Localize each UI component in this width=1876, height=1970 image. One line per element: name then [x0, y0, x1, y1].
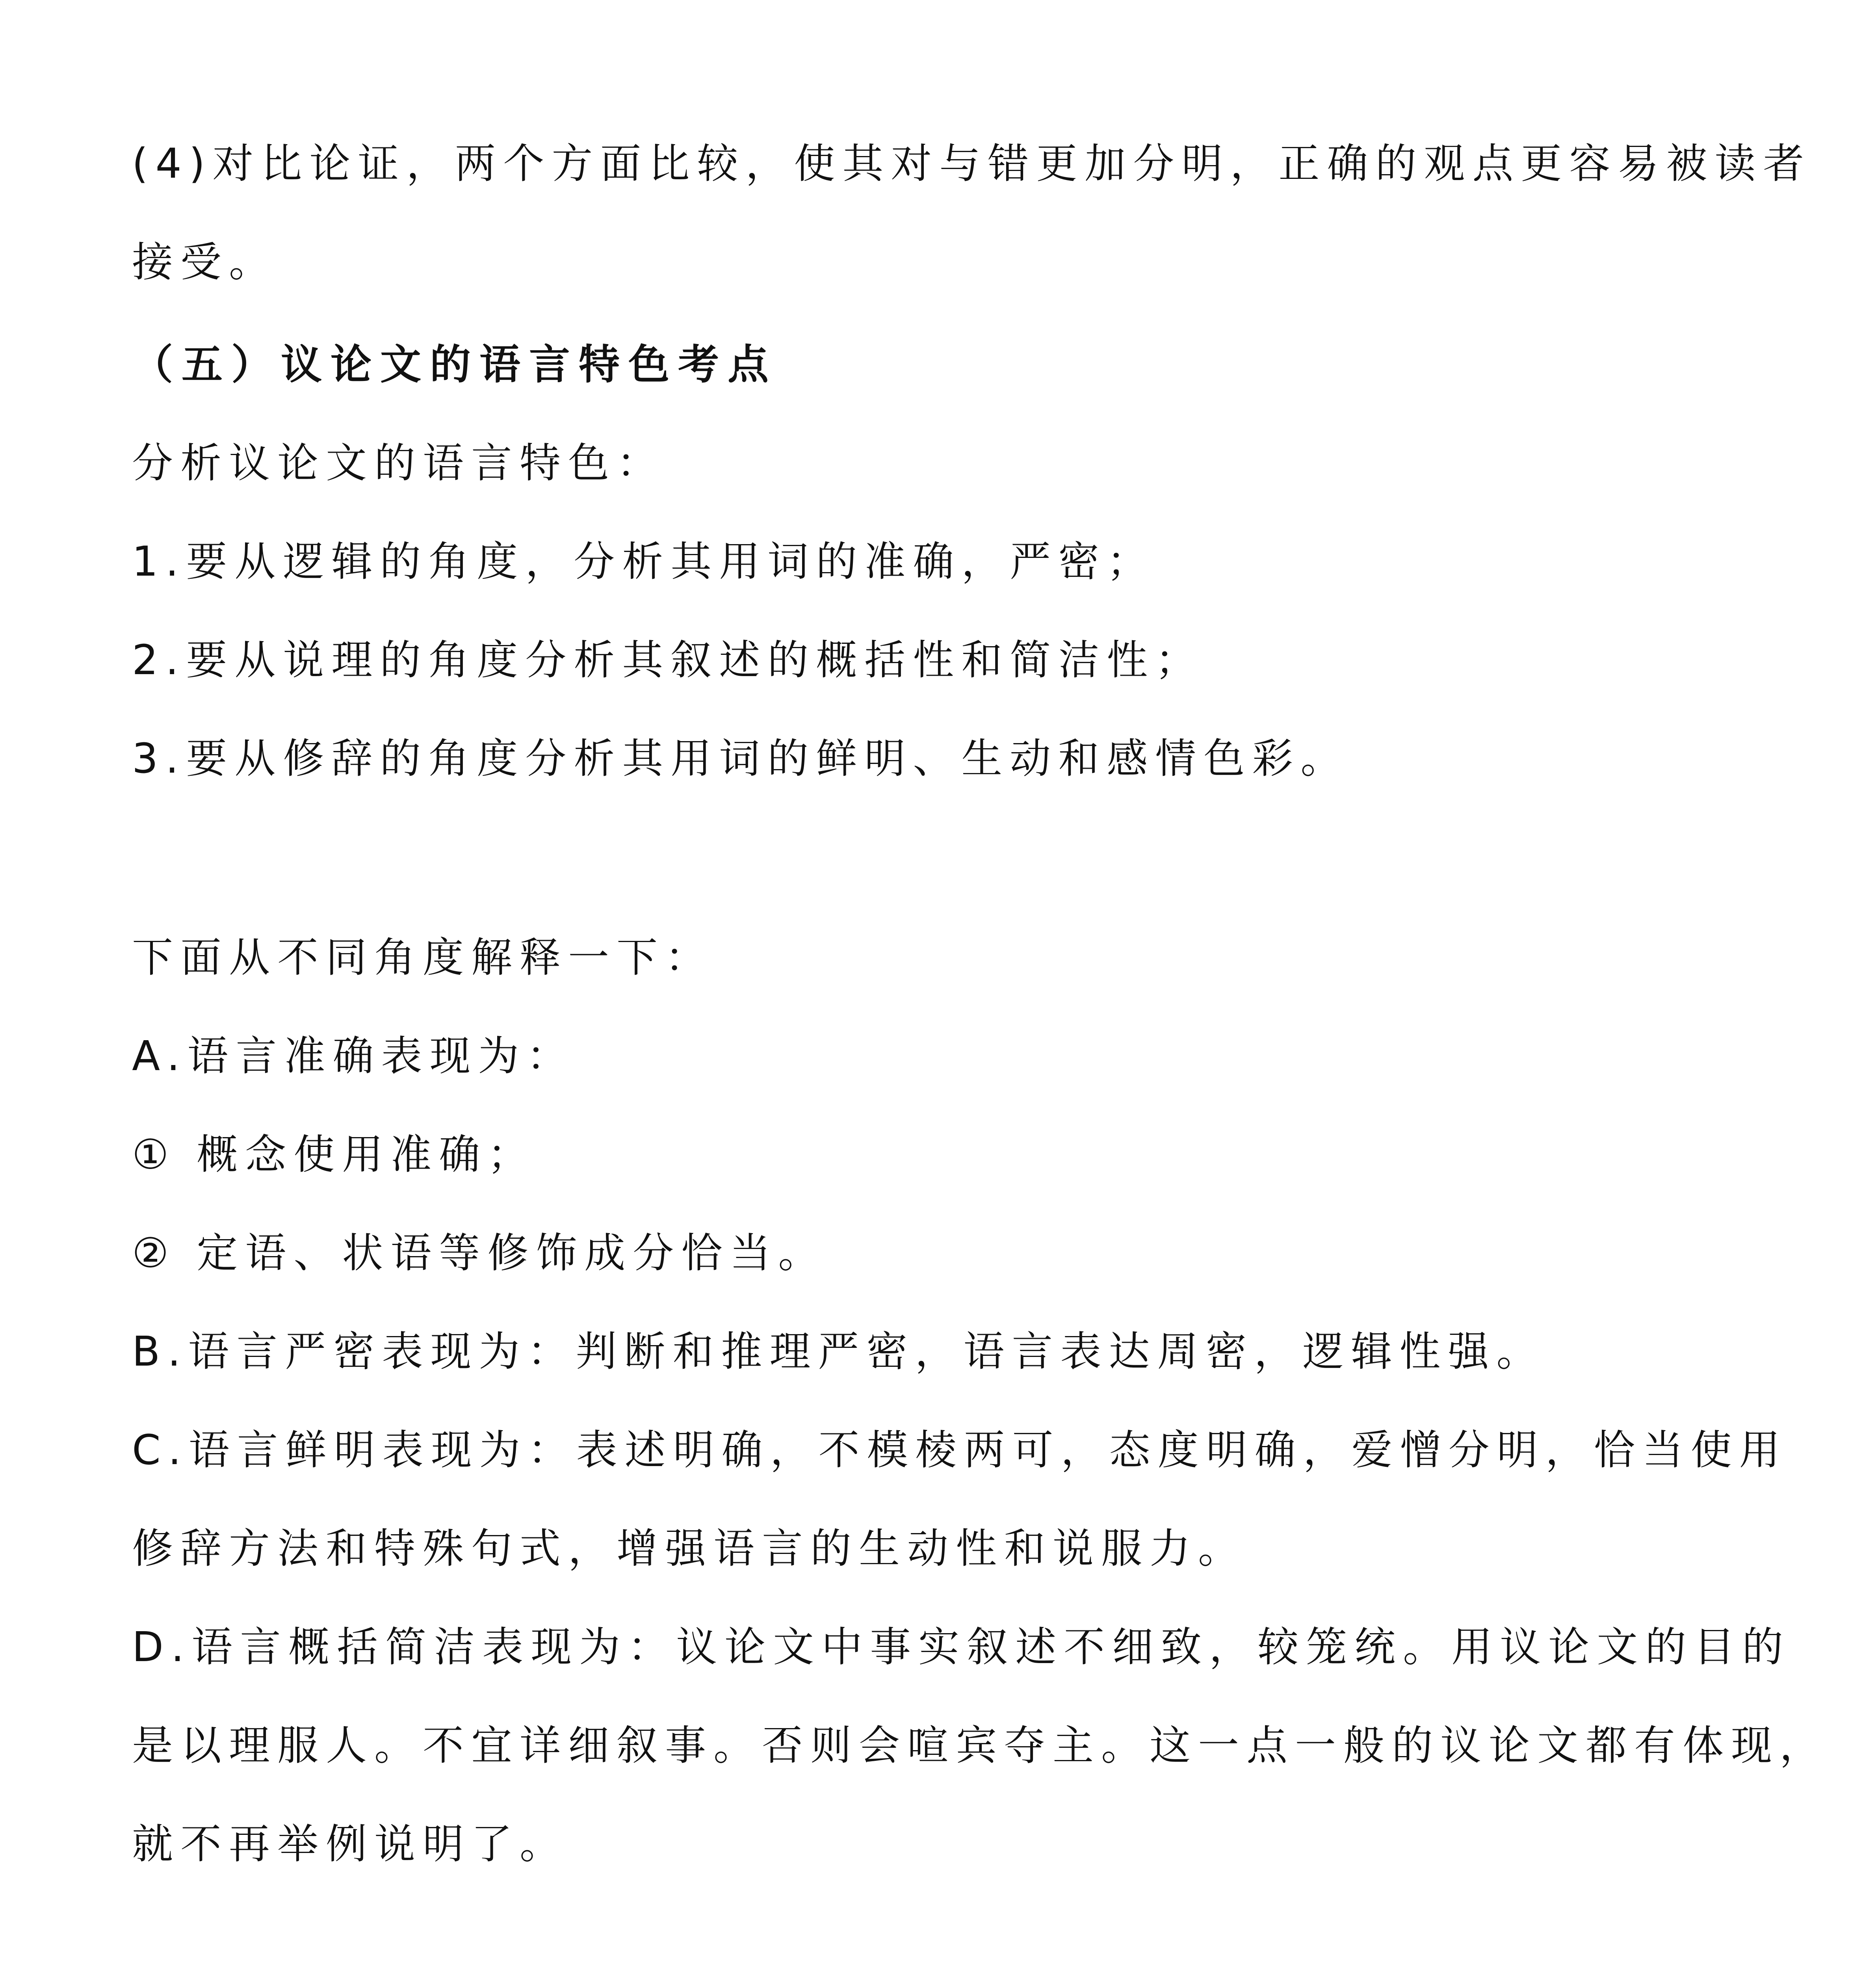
list-item-b-rigorous: B.语言严密表现为：判断和推理严密，语言表达周密，逻辑性强。 [132, 1327, 1545, 1375]
list-item-c-vivid-cont: 修辞方法和特殊句式，增强语言的生动性和说服力。 [132, 1524, 1247, 1572]
list-item-2-reasoning: 2.要从说理的角度分析其叙述的概括性和简洁性； [132, 636, 1204, 684]
text-line-comparison-argument-cont: 接受。 [132, 238, 278, 286]
text-line-analyze-intro: 分析议论文的语言特色： [132, 439, 665, 487]
sub-item-2-modifiers: ② 定语、状语等修饰成分恰当。 [132, 1229, 827, 1277]
section-heading-language-features: （五）议论文的语言特色考点 [132, 340, 778, 388]
list-item-a-accurate: A.语言准确表现为： [132, 1032, 575, 1080]
list-item-1-logic: 1.要从逻辑的角度，分析其用词的准确，严密； [132, 537, 1155, 585]
text-line-explanation-intro: 下面从不同角度解释一下： [132, 933, 714, 981]
text-line-comparison-argument: (4)对比论证，两个方面比较，使其对与错更加分明，正确的观点更容易被读者 [132, 139, 1812, 188]
list-item-d-concise-cont-1: 是以理服人。不宜详细叙事。否则会喧宾夺主。这一点一般的议论文都有体现， [132, 1721, 1828, 1769]
sub-item-1-concepts: ① 概念使用准确； [132, 1130, 536, 1178]
list-item-c-vivid: C.语言鲜明表现为：表述明确，不模棱两可，态度明确，爱憎分明，恰当使用 [132, 1426, 1788, 1474]
list-item-d-concise: D.语言概括简洁表现为：议论文中事实叙述不细致，较笼统。用议论文的目的 [132, 1623, 1791, 1671]
list-item-d-concise-cont-2: 就不再举例说明了。 [132, 1820, 568, 1868]
list-item-3-rhetoric: 3.要从修辞的角度分析其用词的鲜明、生动和感情色彩。 [132, 734, 1349, 782]
